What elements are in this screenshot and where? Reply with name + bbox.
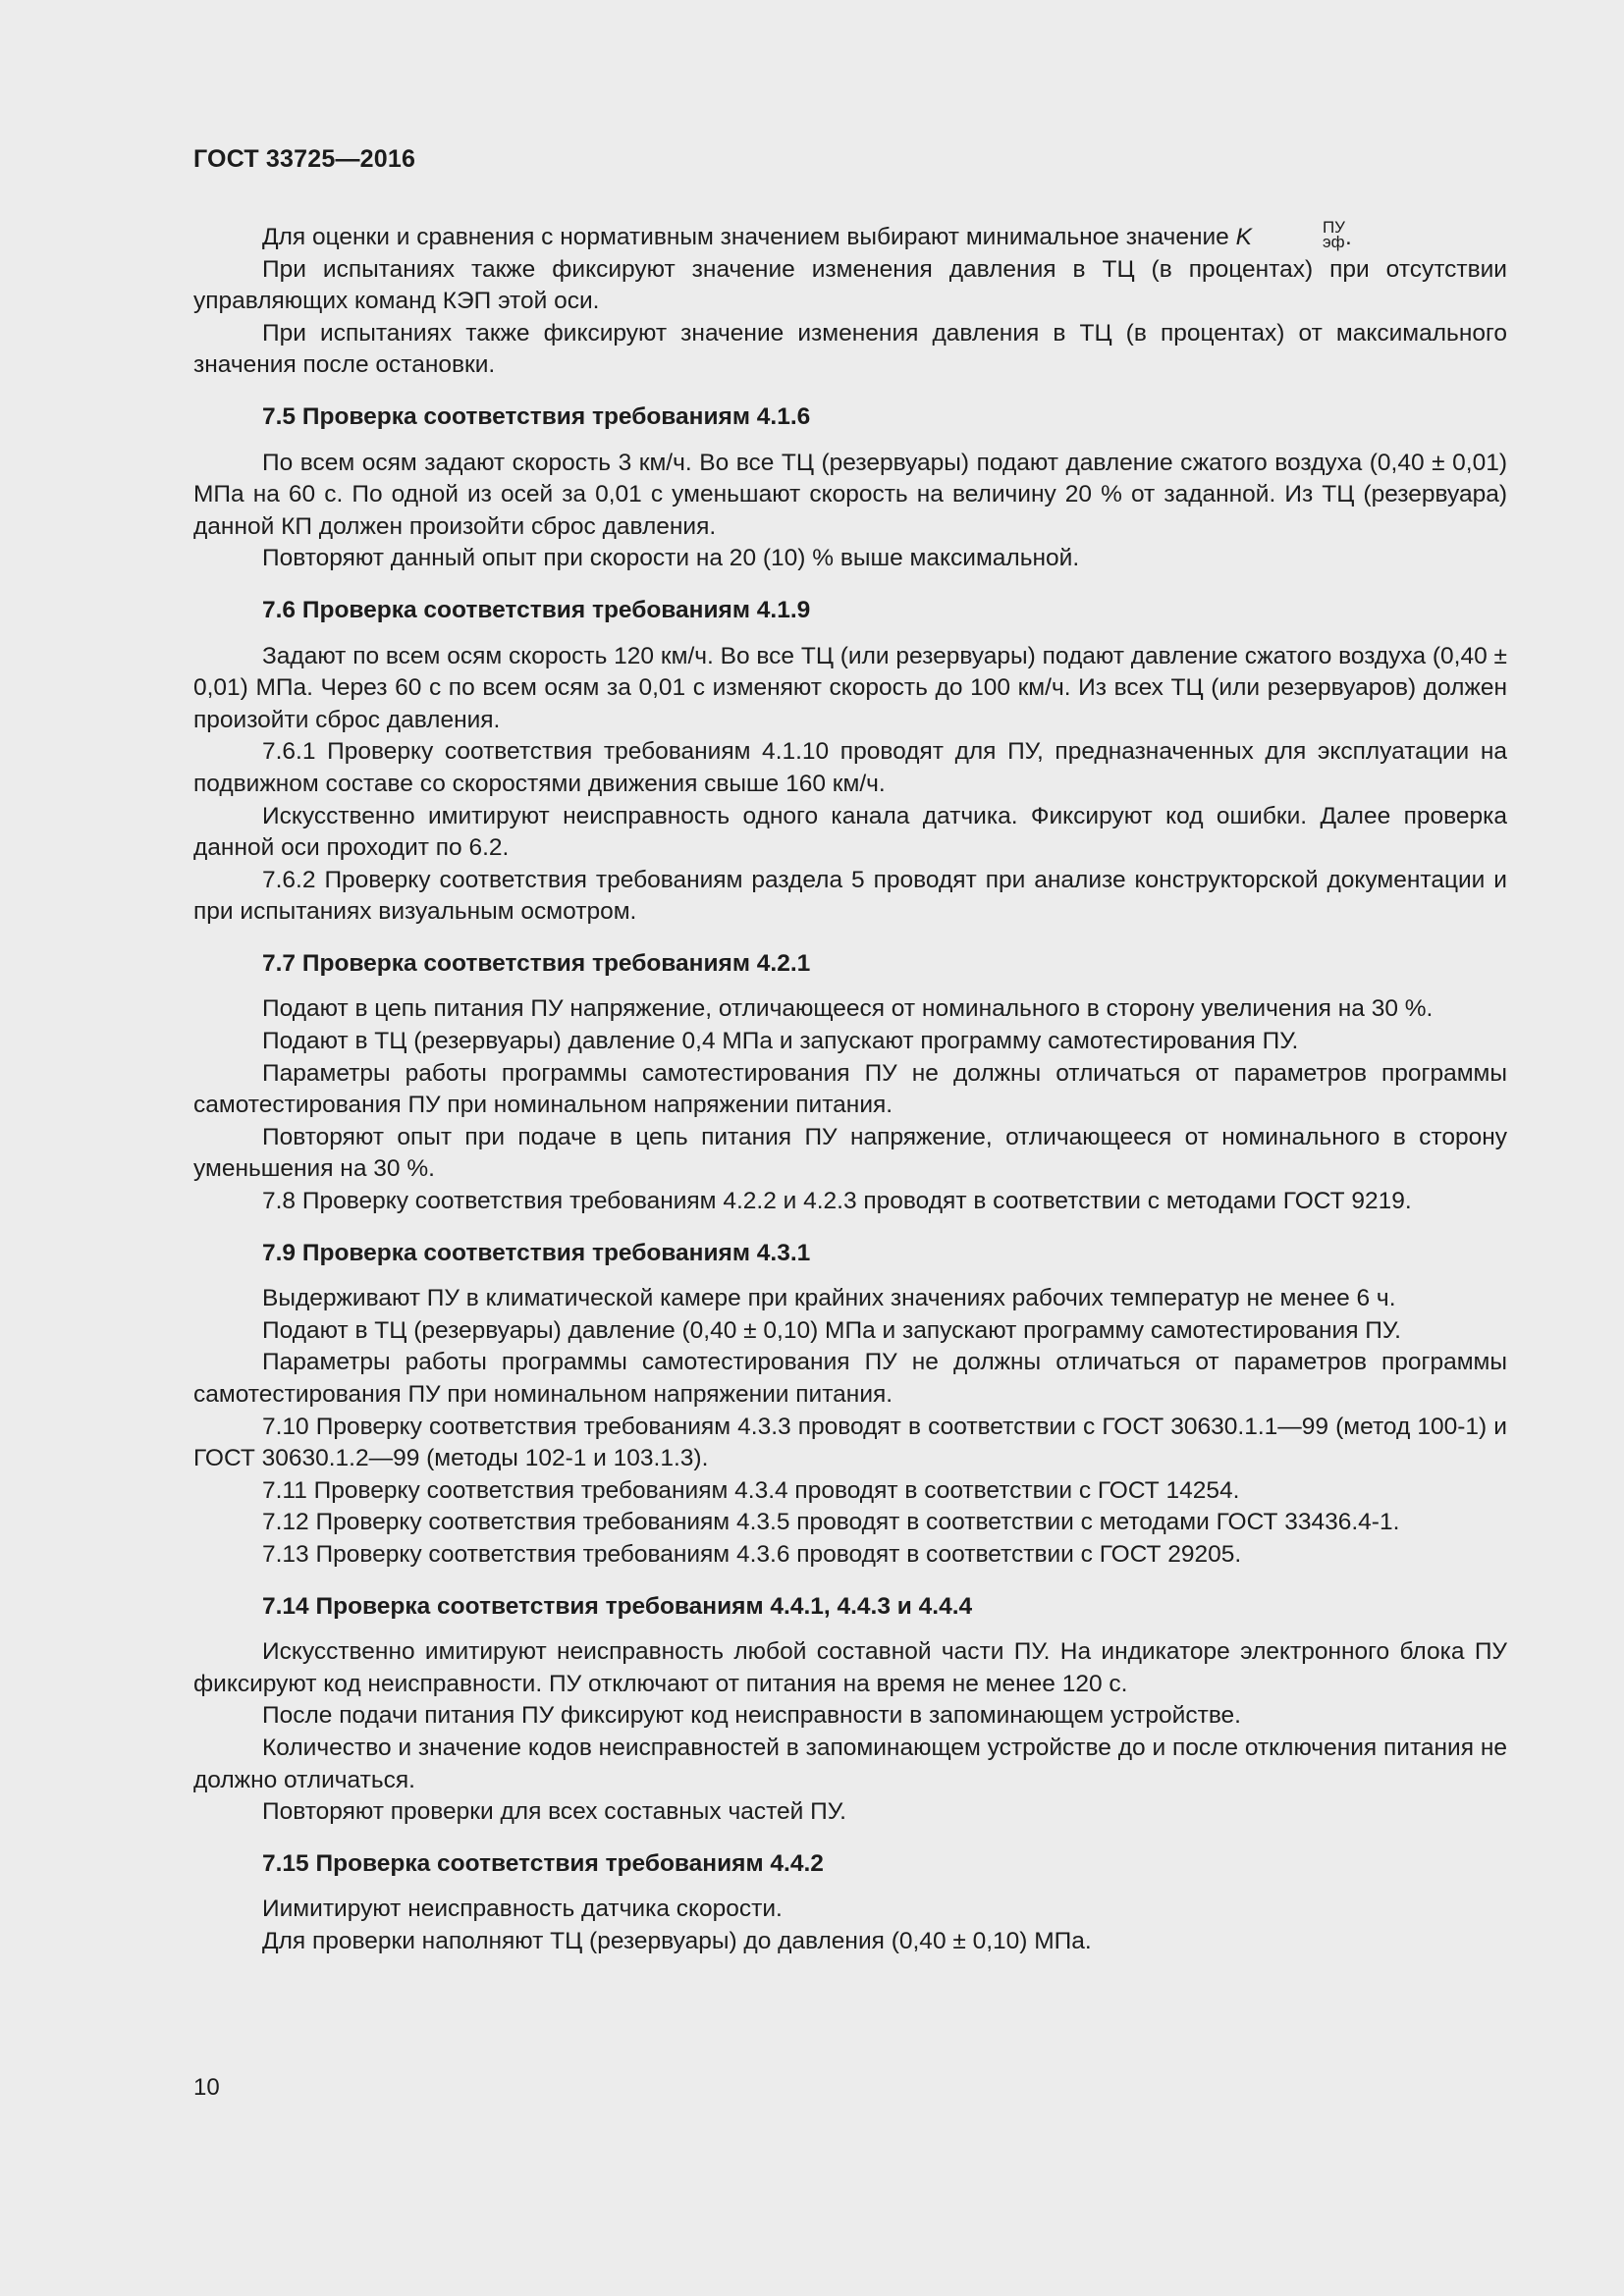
paragraph: При испытаниях также фиксируют значение изменения давления в ТЦ (в процентах) при отсутствии управляющих команд КЭП этой оси. — [193, 255, 1507, 315]
k-eff-subscript: эф — [1322, 232, 1345, 251]
paragraph: При испытаниях также фиксируют значение изменения давления в ТЦ (в процентах) от максимального значения после остановки. — [193, 319, 1507, 379]
paragraph: Искусственно имитируют неисправность любой составной части ПУ. На индикаторе электронного блока ПУ фиксируют код неисправности. ПУ отключают от питания на время не менее 120 с. — [193, 1638, 1507, 1697]
section-heading-7-6: 7.6 Проверка соответствия требованиям 4.1.9 — [262, 596, 811, 623]
section-heading-7-5: 7.5 Проверка соответствия требованиям 4.1.6 — [262, 402, 811, 430]
paragraph: После подачи питания ПУ фиксируют код неисправности в запоминающем устройстве. — [262, 1702, 1241, 1730]
paragraph: Количество и значение кодов неисправностей в запоминающем устройстве до и после отключения питания не должно отличаться. — [193, 1734, 1507, 1793]
paragraph: 7.13 Проверку соответствия требованиям 4.3.6 проводят в соответствии с ГОСТ 29205. — [262, 1540, 1242, 1568]
paragraph-end: . — [1344, 224, 1352, 250]
paragraph: Подают в ТЦ (резервуары) давление 0,4 МПа и запускают программу самотестирования ПУ. — [262, 1028, 1299, 1055]
paragraph: Иимитируют неисправность датчика скорости. — [262, 1896, 783, 1923]
page-number: 10 — [193, 2074, 220, 2101]
paragraph: 7.6.2 Проверку соответствия требованиям раздела 5 проводят при анализе конструкторской документации и при испытаниях визуальным осмотром. — [193, 866, 1507, 926]
paragraph: Подают в ТЦ (резервуары) давление (0,40 ± 0,10) МПа и запускают программу самотестирования ПУ. — [262, 1316, 1401, 1344]
paragraph: Повторяют опыт при подаче в цепь питания ПУ напряжение, отличающееся от номинального в сторону уменьшения на 30 %. — [193, 1123, 1507, 1183]
section-heading-7-9: 7.9 Проверка соответствия требованиям 4.3.1 — [262, 1239, 811, 1266]
paragraph: 7.12 Проверку соответствия требованиям 4.3.5 проводят в соответствии с методами ГОСТ 33436.4-1. — [262, 1509, 1400, 1536]
section-heading-7-14: 7.14 Проверка соответствия требованиям 4.4.1, 4.4.3 и 4.4.4 — [262, 1592, 973, 1620]
paragraph: Искусственно имитируют неисправность одного канала датчика. Фиксируют код ошибки. Далее проверка данной оси проходит по 6.2. — [193, 802, 1507, 862]
paragraph: 7.10 Проверку соответствия требованиям 4.3.3 проводят в соответствии с ГОСТ 30630.1.1—99 (метод 100-1) и ГОСТ 30630.1.2—99 (методы 102-1 и 103.1.3). — [193, 1413, 1507, 1472]
k-eff-indices — [1254, 217, 1345, 251]
paragraph: 7.6.1 Проверку соответствия требованиям 4.1.10 проводят для ПУ, предназначенных для эксплуатации на подвижном составе со скоростями движения свыше 160 км/ч. — [193, 738, 1507, 797]
paragraph-text: Для оценки и сравнения с нормативным значением выбирают минимальное значение — [262, 224, 1236, 250]
k-eff-superscript: ПУ — [1322, 217, 1345, 237]
section-heading-7-15: 7.15 Проверка соответствия требованиям 4.4.2 — [262, 1849, 824, 1877]
document-header-code: ГОСТ 33725—2016 — [193, 145, 416, 173]
document-body — [193, 217, 1507, 1958]
paragraph: Параметры работы программы самотестирования ПУ не должны отличаться от параметров программы самотестирования ПУ при номинальном напряжении питания. — [193, 1349, 1507, 1408]
paragraph: Повторяют данный опыт при скорости на 20 (10) % выше максимальной. — [262, 545, 1080, 572]
paragraph: По всем осям задают скорость 3 км/ч. Во все ТЦ (резервуары) подают давление сжатого воздуха (0,40 ± 0,01) МПа на 60 с. По одной из осей за 0,01 с уменьшают скорость на величину 20 % от заданной. Из ТЦ (резервуара) данной КП должен произойти сброс давления. — [193, 449, 1507, 540]
paragraph: Параметры работы программы самотестирования ПУ не должны отличаться от параметров программы самотестирования ПУ при номинальном напряжении питания. — [193, 1059, 1507, 1119]
paragraph: Задают по всем осям скорость 120 км/ч. Во все ТЦ (или резервуары) подают давление сжатого воздуха (0,40 ± 0,01) МПа. Через 60 с по всем осям за 0,01 с изменяют скорость до 100 км/ч. Из всех ТЦ (или резервуаров) должен произойти сброс давления. — [193, 642, 1507, 733]
k-eff-symbol: K — [1235, 224, 1252, 250]
paragraph: 7.8 Проверку соответствия требованиям 4.2.2 и 4.2.3 проводят в соответствии с методами ГОСТ 9219. — [262, 1188, 1412, 1215]
paragraph: Выдерживают ПУ в климатической камере при крайних значениях рабочих температур не менее 6 ч. — [262, 1285, 1396, 1312]
paragraph: Для проверки наполняют ТЦ (резервуары) до давления (0,40 ± 0,10) МПа. — [262, 1927, 1092, 1954]
section-heading-7-7: 7.7 Проверка соответствия требованиям 4.2.1 — [262, 949, 811, 977]
paragraph — [193, 217, 1507, 254]
paragraph: Подают в цепь питания ПУ напряжение, отличающееся от номинального в сторону увеличения на 30 %. — [262, 995, 1434, 1023]
paragraph: Повторяют проверки для всех составных частей ПУ. — [262, 1798, 846, 1826]
paragraph: 7.11 Проверку соответствия требованиям 4.3.4 проводят в соответствии с ГОСТ 14254. — [262, 1476, 1240, 1504]
